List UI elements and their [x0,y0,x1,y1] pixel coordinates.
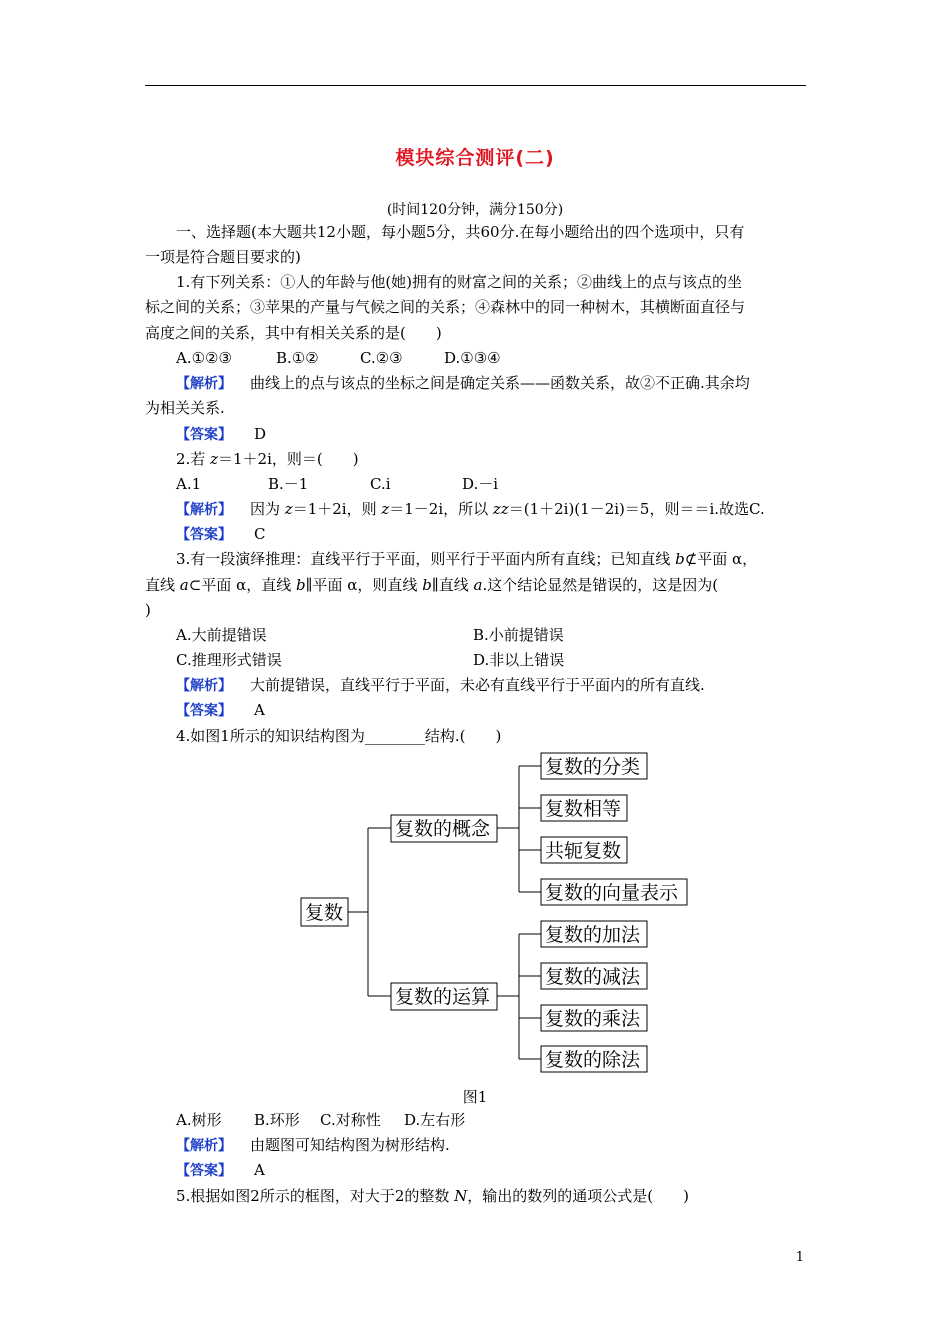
q1-analysis [176,373,750,394]
q3-text: 3.有一段演绎推理：直线平行于平面，则平行于平面内所有直线；已知直线 [176,550,676,568]
q4-option-a: A.树形 [176,1111,222,1129]
q5-stem [176,1186,689,1206]
q4-option-d: D.左右形 [404,1111,466,1129]
q2-answer [176,524,265,545]
q2-analysis-text: 因为 [250,500,285,518]
q2-analysis-text-4: ＝(1＋2i)(1－2i)＝5，则＝＝i.故选C. [508,500,765,518]
q5-text: 5.根据如图2所示的框图，对大于2的整数 [176,1187,455,1205]
knowledge-structure-diagram [295,752,695,1077]
analysis-label: 【解析】 [176,678,232,694]
q4-options [176,1110,465,1130]
figure-caption: 图1 [462,1088,488,1106]
q3-text: 直线 [145,576,180,594]
q3-var: b [675,550,685,568]
q2-analysis [176,499,765,520]
q1-option-a: A.①②③ [176,349,232,367]
q1-option-c: C.②③ [360,349,403,367]
q2-stem-text: 2.若 [176,450,211,468]
q2-option-d: D.－i [462,475,499,493]
q4-answer [176,1160,265,1181]
q2-var-zz: zz [492,500,509,518]
q4-option-c: C.对称性 [320,1111,381,1129]
answer-label: 【答案】 [176,1163,232,1179]
section-intro-cont: 一项是符合题目要求的) [145,248,301,266]
answer-label: 【答案】 [176,527,232,543]
q3-stem-line2 [145,575,718,595]
leaf-node: 复数的分类 [545,756,641,778]
leaf-node: 复数相等 [545,798,622,820]
analysis-label: 【解析】 [176,1138,232,1154]
leaf-node: 复数的加法 [545,924,641,946]
q3-text: ⊂平面 α，直线 [188,576,296,594]
branch-concept: 复数的概念 [395,818,491,840]
q3-text: ∥直线 [431,576,474,594]
root-node: 复数 [305,902,344,924]
q1-answer-value: D [254,425,267,443]
q3-analysis [176,675,705,696]
q3-text: .这个结论显然是错误的，这是因为( [482,576,719,594]
leaf-node: 复数的减法 [545,966,641,988]
q1-stem-line2: 标之间的关系；③苹果的产量与气候之间的关系；④森林中的同一种树木，其横断面直径与 [145,298,746,316]
answer-label: 【答案】 [176,427,232,443]
analysis-label: 【解析】 [176,502,232,518]
q2-stem-text-2: ＝1＋2i，则＝( ) [218,450,359,468]
answer-label: 【答案】 [176,703,232,719]
q3-analysis-text: 大前提错误，直线平行于平面，未必有直线平行于平面内的所有直线. [250,676,705,694]
q2-analysis-text-3: ＝1－2i，所以 [389,500,493,518]
q3-var: a [179,576,189,594]
q1-analysis-text: 曲线上的点与该点的坐标之间是确定关系——函数关系，故②不正确.其余均 [250,374,750,392]
analysis-label: 【解析】 [176,376,232,392]
q1-stem-line1: 1.有下列关系：①人的年龄与他(她)拥有的财富之间的关系；②曲线上的点与该点的坐 [176,273,743,291]
q4-analysis [176,1135,450,1156]
q3-text: ⊄平面 α， [684,550,758,568]
q5-text: ，输出的数列的通项公式是( ) [467,1187,690,1205]
q4-analysis-text: 由题图可知结构图为树形结构. [250,1136,450,1154]
q3-answer-value: A [254,701,265,719]
leaf-node: 复数的向量表示 [545,882,679,904]
q1-analysis-cont: 为相关关系. [145,399,225,417]
q3-stem-line1 [176,549,757,569]
branch-operation: 复数的运算 [395,986,491,1008]
q2-var-z: z [284,500,293,518]
q2-stem-var: z [210,450,218,468]
q3-stem-line3: ) [145,601,151,619]
q3-answer [176,700,265,721]
q3-option-b: B.小前提错误 [473,626,564,644]
q2-var-z-conj: z [381,500,390,518]
q2-option-b: B.－1 [268,475,309,493]
leaf-node: 共轭复数 [545,840,622,862]
q2-option-c: C.i [370,475,391,493]
q3-var: b [422,576,432,594]
q1-option-b: B.①② [276,349,319,367]
q2-stem [176,449,359,469]
q2-options [176,474,498,494]
page-number: 1 [795,1250,804,1265]
leaf-node: 复数的除法 [545,1049,641,1071]
q2-answer-value: C [254,525,266,543]
q2-option-a: A.1 [176,475,202,493]
q4-answer-value: A [254,1161,265,1179]
section-intro: 一、选择题(本大题共12小题，每小题5分，共60分.在每小题给出的四个选项中，只有 [176,223,745,241]
q3-text: ∥平面 α，则直线 [305,576,423,594]
q1-stem-line3: 高度之间的关系，其中有相关关系的是( ) [145,324,442,342]
q3-var: b [295,576,306,594]
page-title: 模块综合测评(二) [395,147,555,169]
exam-info: (时间120分钟，满分150分) [386,202,564,218]
header-rule [145,85,806,86]
q2-analysis-text-2: ＝1＋2i，则 [292,500,382,518]
q3-var: a [473,576,483,594]
q1-options [176,348,501,368]
q3-option-c: C.推理形式错误 [176,651,282,669]
q1-answer [176,424,266,445]
leaf-node: 复数的乘法 [545,1008,641,1030]
q4-stem: 4.如图1所示的知识结构图为________结构.( ) [176,727,502,745]
q5-var: N [454,1187,468,1205]
q4-option-b: B.环形 [254,1111,300,1129]
q1-option-d: D.①③④ [444,349,501,367]
q3-option-d: D.非以上错误 [473,651,565,669]
q3-option-a: A.大前提错误 [176,626,267,644]
